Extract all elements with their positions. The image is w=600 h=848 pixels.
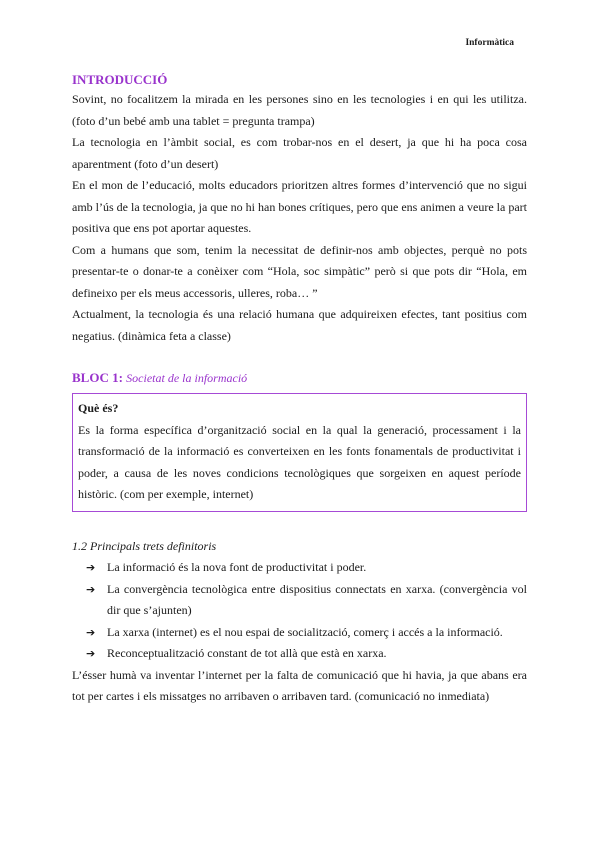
intro-heading: INTRODUCCIÓ	[72, 72, 168, 87]
definition-title: Què és?	[78, 401, 119, 415]
bloc-heading	[72, 368, 527, 388]
intro-paragraph: Sovint, no focalitzem la mirada en les persones sino en les tecnologies i en qui les utilitza. (foto d’un bebé amb una tablet = pregunta trampa)	[72, 92, 527, 128]
list-item: ➔ La informació és la nova font de productivitat i poder.	[86, 557, 527, 579]
bloc-number: BLOC 1:	[72, 370, 123, 385]
list-item: ➔ La xarxa (internet) es el nou espai de socialització, comerç i accés a la informació.	[86, 622, 527, 644]
page-header: Informàtica	[465, 38, 514, 48]
bloc-subtitle: Societat de la informació	[126, 371, 248, 385]
closing-paragraph: L’ésser humà va inventar l’internet per la falta de comunicació que hi havia, ja que abans era tot per cartes i els missatges no arribaven o arribaven tard. (comunicació no inmediata)	[72, 667, 527, 703]
traits-list	[72, 557, 527, 665]
intro-paragraph: Com a humans que som, tenim la necessitat de definir-nos amb objectes, perquè no pots presentar-te o donar-te a conèixer com “Hola, soc simpàtic” però si que pots dir “Hola, em defineixo per els meus accessoris, ulleres, roba… ”	[72, 242, 527, 300]
arrow-icon: ➔	[86, 625, 96, 639]
arrow-icon: ➔	[86, 561, 96, 574]
intro-paragraph: Actualment, la tecnologia és una relació humana que adquireixen efectes, tant positius com negatius. (dinàmica feta a classe)	[72, 307, 527, 343]
list-item: ➔ La convergència tecnològica entre dispositius connectats en xarxa. (convergència vol dir que s’ajunten)	[86, 579, 527, 622]
arrow-icon: ➔	[86, 582, 96, 596]
definition-box	[72, 393, 527, 512]
intro-paragraph: En el mon de l’educació, molts educadors prioritzen altres formes d’intervenció que no sigui amb l’ús de la tecnologia, ja que no hi han bones crítiques, pero que ens animen a veure la part positiva que ens pot aportar aquestes.	[72, 178, 527, 235]
list-item: ➔ Reconceptualització constant de tot allà que està en xarxa.	[86, 643, 527, 665]
intro-paragraph: La tecnologia en l’àmbit social, es com trobar-nos en el desert, ja que hi ha poca cosa aparentment (foto d’un desert)	[72, 135, 527, 171]
definition-text: Es la forma específica d’organització social en la qual la generació, processament i la transformació de la informació es converteixen en les fonts fonamentals de productivitat i poder, a causa de les noves condicions tecnològiques que sorgeixen en aquest període històric. (com per exemple, internet)	[78, 422, 521, 501]
arrow-icon: ➔	[86, 647, 96, 660]
section-title: 1.2 Principals trets definitoris	[72, 538, 217, 553]
page-content	[72, 70, 527, 708]
